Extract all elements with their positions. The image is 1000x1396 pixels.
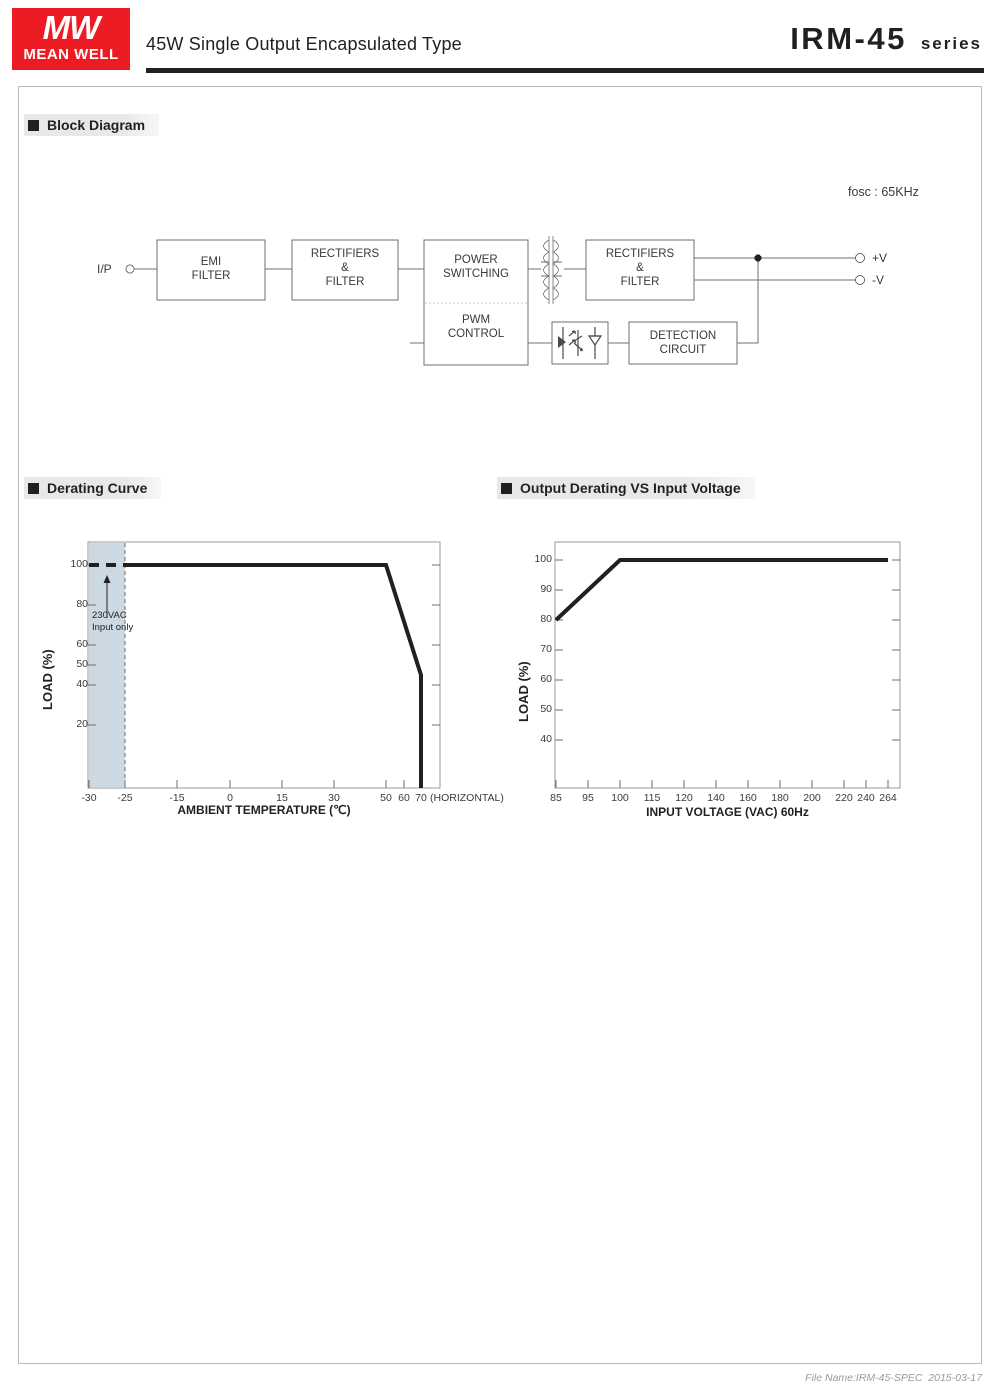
xtick-label: 95 — [582, 792, 594, 804]
xtick-label: 30 — [328, 792, 340, 804]
xtick-label: 160 — [739, 792, 757, 804]
mean-well-logo — [12, 8, 130, 70]
block-label-rectifiers-filter-2: RECTIFIERS & FILTER — [605, 248, 675, 288]
square-bullet-icon — [501, 483, 512, 494]
square-bullet-icon — [28, 483, 39, 494]
section-header-derating-curve — [24, 477, 161, 499]
xtick-label: 85 — [550, 792, 562, 804]
ytick-label: 20 — [76, 718, 88, 730]
block-label-detection-circuit: DETECTION CIRCUIT — [649, 330, 717, 356]
ytick-label: 80 — [76, 598, 88, 610]
section-title-text: Block Diagram — [47, 117, 146, 133]
x-axis-title: INPUT VOLTAGE (VAC) 60Hz — [646, 805, 809, 819]
ytick-label: 80 — [540, 613, 552, 625]
logo-brand-name: MEAN WELL — [23, 46, 119, 63]
input-label: I/P — [97, 262, 112, 276]
ytick-label: 40 — [76, 678, 88, 690]
ytick-label: 90 — [540, 583, 552, 595]
ytick-label: 50 — [76, 658, 88, 670]
ytick-label: 50 — [540, 703, 552, 715]
block-label-power-switching: POWER SWITCHING — [443, 254, 509, 280]
y-axis-title: LOAD (%) — [516, 661, 531, 722]
footer-file-info — [805, 1372, 982, 1384]
xtick-label: 220 — [835, 792, 853, 804]
output-derating-chart — [500, 520, 1000, 820]
fosc-label: fosc : 65KHz — [848, 185, 919, 199]
header-divider — [146, 68, 984, 73]
xtick-label: 120 — [675, 792, 693, 804]
page-title — [790, 21, 982, 57]
xtick-label: -15 — [169, 792, 185, 804]
product-subtitle: 45W Single Output Encapsulated Type — [146, 34, 462, 54]
xtick-label: 70 — [415, 792, 427, 804]
ytick-label: 40 — [540, 733, 552, 745]
block-label-pwm-control: PWM CONTROL — [447, 314, 505, 340]
block-label-emi-filter: EMI FILTER — [191, 256, 231, 282]
xtick-label: -30 — [81, 792, 97, 804]
square-bullet-icon — [28, 120, 39, 131]
xtick-label: 140 — [707, 792, 725, 804]
xtick-label: 0 — [227, 792, 233, 804]
output-label-positive: +V — [872, 251, 888, 265]
xtick-label: 180 — [771, 792, 789, 804]
xtick-label: 15 — [276, 792, 288, 804]
xtick-label: 60 — [398, 792, 410, 804]
annotation-230vac: 230VAC Input only — [92, 610, 134, 633]
xtick-label: 115 — [643, 792, 661, 804]
xtick-label: 264 — [879, 792, 897, 804]
xtick-label: 240 — [857, 792, 875, 804]
y-axis-title: LOAD (%) — [40, 649, 55, 710]
horizontal-note: (HORIZONTAL) — [430, 792, 504, 804]
xtick-label: 100 — [611, 792, 629, 804]
ytick-label: 100 — [534, 553, 552, 565]
ytick-label: 60 — [76, 638, 88, 650]
ytick-label: 60 — [540, 673, 552, 685]
ytick-label: 70 — [540, 643, 552, 655]
series-label: series — [920, 34, 982, 53]
xtick-label: 200 — [803, 792, 821, 804]
page-header — [0, 0, 1000, 80]
model-name: IRM-45 — [790, 21, 907, 56]
block-label-rectifiers-filter-1: RECTIFIERS & FILTER — [310, 248, 380, 288]
xtick-label: -25 — [117, 792, 133, 804]
output-label-negative: -V — [872, 273, 884, 287]
ytick-label: 100 — [70, 558, 88, 570]
logo-mark: MW — [42, 9, 100, 46]
x-axis-title: AMBIENT TEMPERATURE (℃) — [177, 803, 351, 817]
section-title-text: Output Derating VS Input Voltage — [520, 480, 741, 496]
section-title-text: Derating Curve — [47, 480, 148, 496]
section-header-output-derating — [497, 477, 755, 499]
footer-file-name: File Name:IRM-45-SPEC — [805, 1372, 923, 1384]
section-header-block-diagram — [24, 114, 159, 136]
xtick-label: 50 — [380, 792, 392, 804]
footer-date: 2015-03-17 — [928, 1372, 982, 1384]
